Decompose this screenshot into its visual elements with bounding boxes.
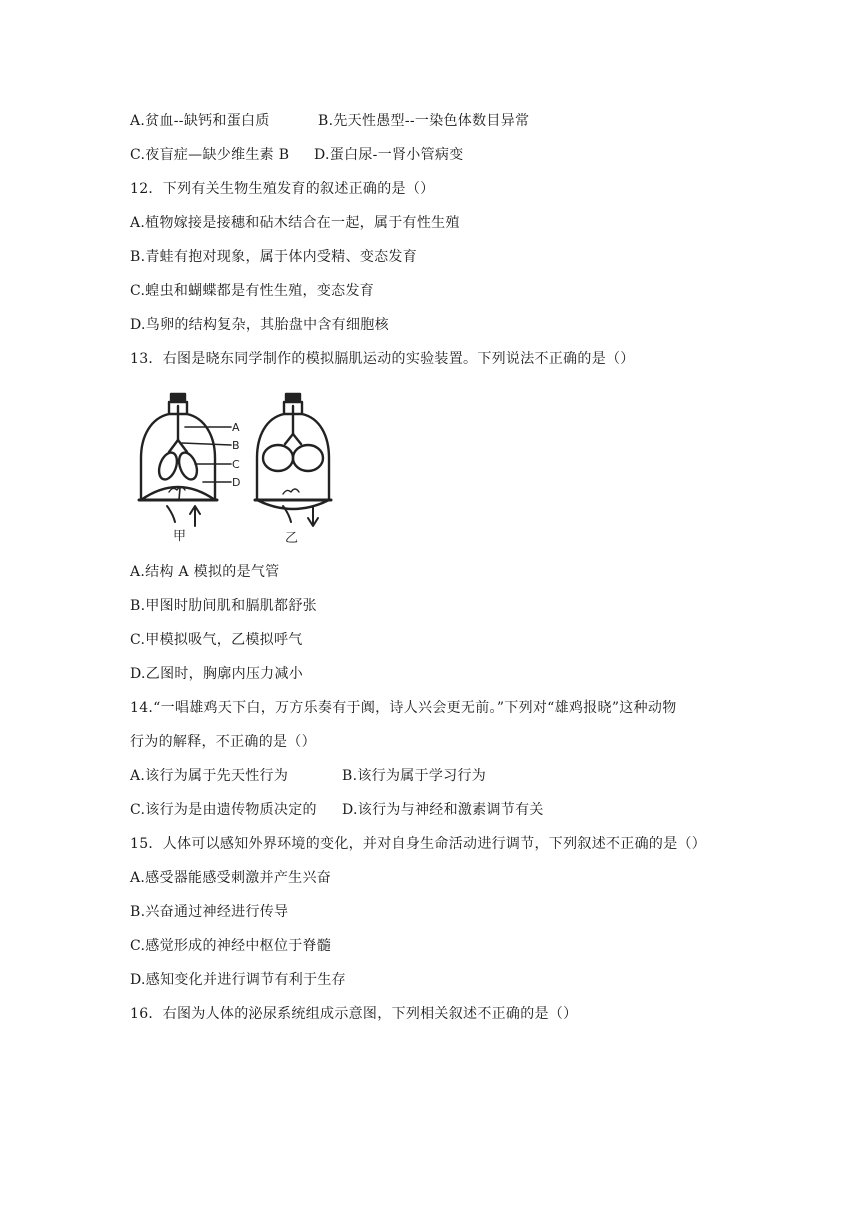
- balloon-right-1: [263, 445, 293, 471]
- q14-options-row1: [130, 766, 486, 786]
- figure-label-c: C: [232, 458, 240, 471]
- q14-stem-line1: 14.“一唱雄鸡天下白，万方乐奏有于阗，诗人兴会更无前。”下列对“雄鸡报晓”这种动物: [130, 700, 677, 716]
- q12-option-d: D.鸟卵的结构复杂，其胎盘中含有细胞核: [130, 317, 389, 333]
- q12-option-a: A.植物嫁接是接穗和砧木结合在一起，属于有性生殖: [130, 215, 460, 231]
- q13-option-a: A.结构 A 模拟的是气管: [130, 564, 280, 580]
- q15-stem: 15．人体可以感知外界环境的变化，并对自身生命活动进行调节，下列叙述不正确的是（）: [130, 836, 707, 852]
- q13-stem: 13．右图是晓东同学制作的模拟膈肌运动的实验装置。下列说法不正确的是（）: [130, 351, 635, 367]
- q15-option-d: D.感知变化并进行调节有利于生存: [130, 972, 346, 988]
- q12-stem: 12．下列有关生物生殖发育的叙述正确的是（）: [130, 181, 435, 197]
- figure-label-jia: 甲: [173, 529, 187, 544]
- balloon-right-2: [293, 445, 323, 471]
- q14-stem-line2: 行为的解释，不正确的是（）: [130, 734, 316, 750]
- figure-label-a: A: [232, 421, 240, 434]
- balloon-left-1: [156, 450, 181, 482]
- q14-option-c: C.该行为是由遗传物质决定的: [130, 802, 317, 818]
- q15-option-c: C.感觉形成的神经中枢位于脊髓: [130, 938, 332, 954]
- stopper-right: [286, 394, 300, 400]
- q12-option-c: C.蝗虫和蝴蝶都是有性生殖，变态发育: [130, 283, 375, 299]
- diaphragm-model-figure: [135, 388, 335, 548]
- q15-option-a: A.感受器能感受刺激并产生兴奋: [130, 870, 332, 886]
- q15-option-b: B.兴奋通过神经进行传导: [130, 904, 289, 920]
- balloon-left-2: [176, 450, 201, 482]
- stopper-left: [171, 394, 185, 400]
- figure-label-b: B: [232, 439, 240, 452]
- q11-option-a: A.贫血--缺钙和蛋白质: [130, 113, 270, 129]
- q11-options-row2: [130, 145, 464, 165]
- q13-option-c: C.甲模拟吸气，乙模拟呼气: [130, 632, 303, 648]
- q14-option-a: A.该行为属于先天性行为: [130, 768, 289, 784]
- q13-option-d: D.乙图时，胸廓内压力减小: [130, 666, 304, 682]
- q14-option-d: D.该行为与神经和激素调节有关: [342, 802, 544, 818]
- q12-option-b: B.青蛙有抱对现象，属于体内受精、变态发育: [130, 249, 418, 265]
- q11-option-b: B.先天性愚型--一染色体数目异常: [318, 113, 530, 129]
- figure-label-yi: 乙: [285, 531, 299, 546]
- q11-options-row1: [130, 111, 529, 131]
- q11-option-c: C.夜盲症—缺少维生素 B: [130, 147, 290, 163]
- diaphragm-model-diagram: [135, 388, 335, 548]
- q14-options-row2: [130, 800, 544, 820]
- q16-stem: 16．右图为人体的泌尿系统组成示意图，下列相关叙述不正确的是（）: [130, 1006, 578, 1022]
- q13-option-b: B.甲图时肋间肌和膈肌都舒张: [130, 598, 317, 614]
- q11-option-d: D.蛋白尿-一肾小管病变: [314, 147, 464, 163]
- figure-label-d: D: [232, 476, 241, 489]
- q14-option-b: B.该行为属于学习行为: [342, 768, 487, 784]
